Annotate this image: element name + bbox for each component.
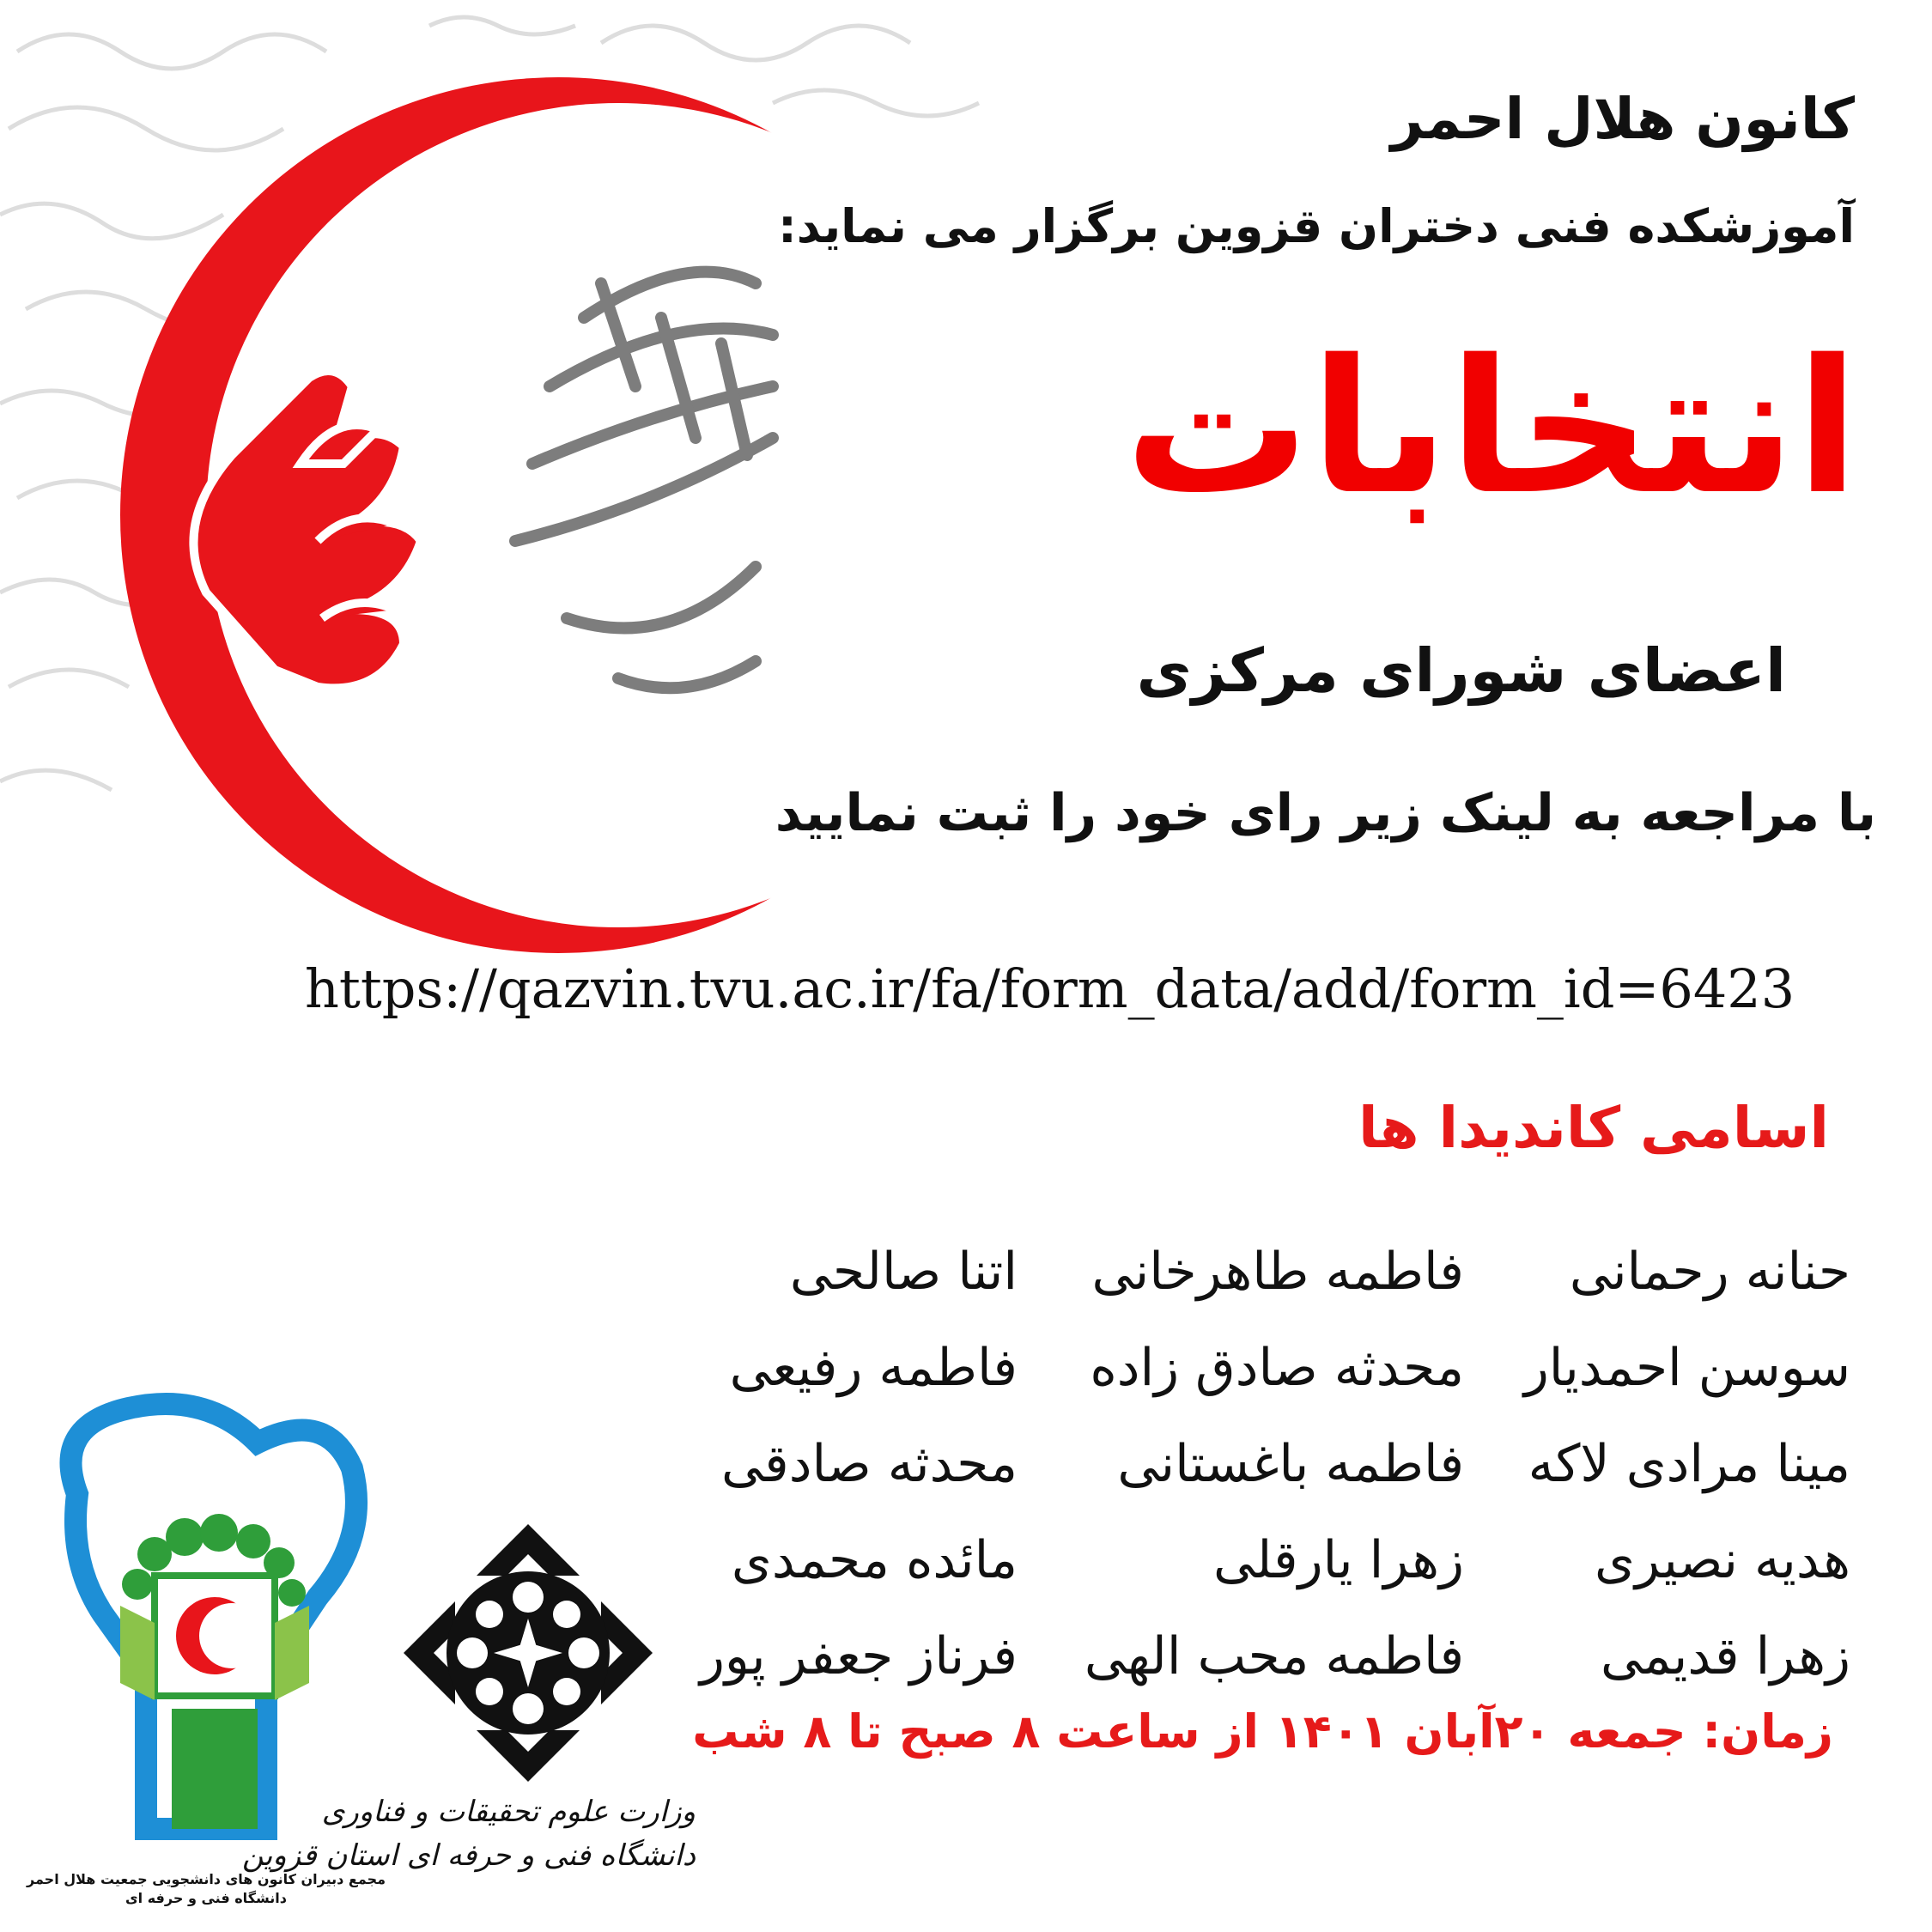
candidate-row xyxy=(648,1416,1850,1512)
candidate-name: فاطمه باغستانی xyxy=(1117,1434,1464,1494)
candidate-name: فرناز جعفر پور xyxy=(699,1626,1018,1686)
candidate-name: هدیه نصیری xyxy=(1595,1530,1850,1590)
org-subtitle: آموزشکده فنی دختران قزوین برگزار می نماید: xyxy=(778,199,1855,253)
election-title: انتخابات xyxy=(1124,319,1859,535)
candidate-name: زهرا یارقلی xyxy=(1213,1530,1464,1590)
candidate-name: محدثه صادقی xyxy=(721,1434,1018,1494)
candidate-row xyxy=(648,1608,1850,1704)
candidate-row xyxy=(648,1320,1850,1416)
candidate-row xyxy=(648,1512,1850,1608)
voting-link[interactable]: https://qazvin.tvu.ac.ir/fa/form_data/add/form_id=6423 xyxy=(305,957,1795,1020)
candidates-list xyxy=(648,1224,1850,1704)
candidate-name: سوسن احمدیار xyxy=(1523,1338,1850,1398)
student-council-logo xyxy=(43,1391,369,1872)
council-heading: اعضای شورای مرکزی xyxy=(1136,635,1786,706)
candidate-name: اتنا صالحی xyxy=(789,1242,1018,1302)
candidate-row xyxy=(648,1224,1850,1320)
candidates-title: اسامی کاندیدا ها xyxy=(1358,1095,1829,1161)
candidate-name: حنانه رحمانی xyxy=(1569,1242,1850,1302)
candidate-name: زهرا قدیمی xyxy=(1600,1626,1850,1686)
election-datetime: زمان: جمعه ۲۰آبان ۱۴۰۱ از ساعت ۸ صبح تا ۸ شب xyxy=(692,1704,1833,1759)
caption-line: وزارت علوم تحقیقات و فناوری xyxy=(321,1795,696,1829)
caption-line: دانشگاه فنی و حرفه ای استان قزوین xyxy=(241,1838,696,1873)
tvu-logo xyxy=(404,1524,653,1782)
candidate-name: مینا مرادی لاکه xyxy=(1528,1434,1850,1494)
caption-line: مجمع دبیران کانون های دانشجویی جمعیت هلال احمر xyxy=(26,1871,386,1887)
candidate-name: مائده محمدی xyxy=(731,1530,1018,1590)
vote-instruction: با مراجعه به لینک زیر رای خود را ثبت نمایید xyxy=(775,783,1876,843)
candidate-name: محدثه صادق زاده xyxy=(1090,1338,1464,1398)
tvu-caption xyxy=(241,1790,696,1878)
candidate-name: فاطمه محب الهی xyxy=(1084,1626,1464,1686)
caption-line: دانشگاه فنی و حرفه ای xyxy=(125,1889,287,1906)
candidate-name: فاطمه رفیعی xyxy=(729,1338,1018,1398)
candidate-name: فاطمه طاهرخانی xyxy=(1091,1242,1464,1302)
org-title: کانون هلال احمر xyxy=(1390,86,1855,152)
